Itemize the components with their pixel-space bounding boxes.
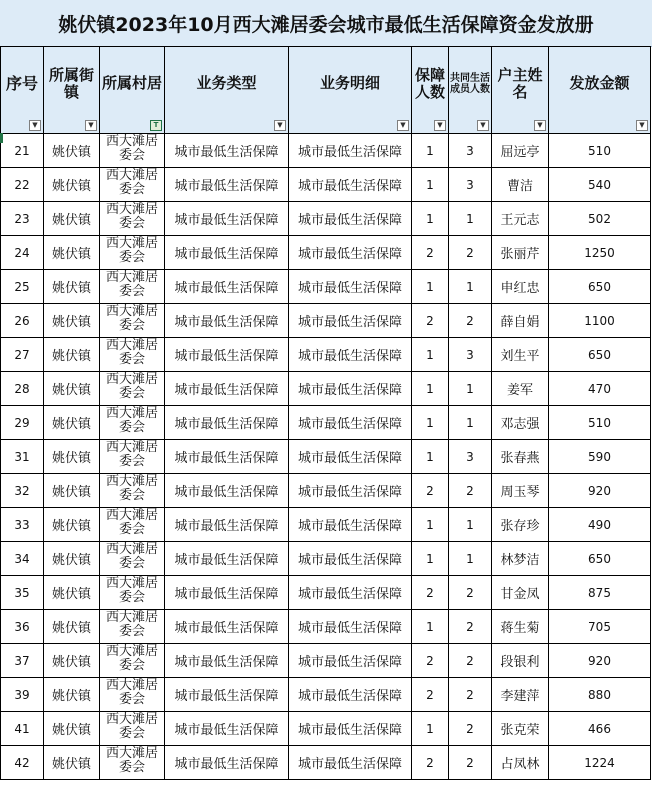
cell-index[interactable]: 31	[1, 440, 44, 474]
table-row	[1, 338, 651, 372]
cell-town[interactable]: 姚伏镇	[44, 134, 100, 168]
cell-village-text: 西大滩居委会	[105, 202, 158, 231]
cell-village[interactable]	[100, 644, 165, 678]
cell-town[interactable]: 姚伏镇	[44, 576, 100, 610]
cell-amount[interactable]: 466	[549, 712, 651, 746]
table-row	[1, 202, 651, 236]
filter-funnel-icon[interactable]: T	[150, 120, 162, 131]
cell-business-type[interactable]: 城市最低生活保障	[165, 644, 289, 678]
cell-household-count[interactable]: 2	[449, 712, 492, 746]
cell-business-detail[interactable]: 城市最低生活保障	[289, 338, 412, 372]
cell-householder-name[interactable]: 曹洁	[492, 168, 549, 202]
cell-index[interactable]: 41	[1, 712, 44, 746]
cell-town[interactable]: 姚伏镇	[44, 712, 100, 746]
dropdown-arrow-icon[interactable]: ▼	[397, 120, 409, 131]
column-header-label: 户主姓名	[497, 65, 543, 101]
cell-town[interactable]: 姚伏镇	[44, 474, 100, 508]
dropdown-arrow-icon[interactable]: ▼	[636, 120, 648, 131]
cell-town[interactable]: 姚伏镇	[44, 610, 100, 644]
table-row	[1, 678, 651, 712]
cell-business-detail[interactable]: 城市最低生活保障	[289, 474, 412, 508]
cell-amount[interactable]: 1250	[549, 236, 651, 270]
cell-business-detail[interactable]: 城市最低生活保障	[289, 576, 412, 610]
col-header-town	[44, 47, 100, 134]
cell-village-text: 西大滩居委会	[105, 542, 158, 571]
column-header-label: 共同生活成员人数	[450, 72, 490, 95]
cell-covered-count[interactable]: 2	[412, 678, 449, 712]
cell-covered-count[interactable]: 1	[412, 610, 449, 644]
cell-town[interactable]: 姚伏镇	[44, 508, 100, 542]
column-header-label: 序号	[5, 73, 38, 93]
cell-household-count[interactable]: 3	[449, 134, 492, 168]
cell-town[interactable]: 姚伏镇	[44, 406, 100, 440]
cell-householder-name[interactable]: 屈远亭	[492, 134, 549, 168]
cell-town[interactable]: 姚伏镇	[44, 338, 100, 372]
col-header-amount	[549, 47, 651, 134]
col-header-business-detail	[289, 47, 412, 134]
cell-village-text: 西大滩居委会	[105, 746, 158, 775]
cell-index[interactable]: 23	[1, 202, 44, 236]
cell-householder-name[interactable]: 段银利	[492, 644, 549, 678]
cell-household-count[interactable]: 2	[449, 746, 492, 780]
cell-village-text: 西大滩居委会	[105, 644, 158, 673]
table-row	[1, 304, 651, 338]
column-header-label: 保障人数	[414, 65, 445, 101]
cell-index[interactable]: 33	[1, 508, 44, 542]
cell-business-detail[interactable]: 城市最低生活保障	[289, 406, 412, 440]
table-body	[1, 134, 651, 780]
cell-covered-count[interactable]: 2	[412, 644, 449, 678]
cell-index[interactable]: 32	[1, 474, 44, 508]
cell-business-detail[interactable]: 城市最低生活保障	[289, 712, 412, 746]
cell-index[interactable]: 29	[1, 406, 44, 440]
cell-village-text: 西大滩居委会	[105, 508, 158, 537]
cell-business-detail[interactable]: 城市最低生活保障	[289, 372, 412, 406]
cell-village-text: 西大滩居委会	[105, 610, 158, 639]
cell-covered-count[interactable]: 2	[412, 576, 449, 610]
cell-town[interactable]: 姚伏镇	[44, 644, 100, 678]
cell-town[interactable]: 姚伏镇	[44, 440, 100, 474]
column-header-label: 所属街镇	[48, 65, 94, 101]
cell-business-type[interactable]: 城市最低生活保障	[165, 134, 289, 168]
cell-town[interactable]: 姚伏镇	[44, 542, 100, 576]
cell-index[interactable]: 42	[1, 746, 44, 780]
cell-amount[interactable]: 650	[549, 270, 651, 304]
cell-business-type[interactable]: 城市最低生活保障	[165, 406, 289, 440]
cell-household-count[interactable]: 2	[449, 236, 492, 270]
dropdown-arrow-icon[interactable]: ▼	[274, 120, 286, 131]
table-row	[1, 372, 651, 406]
cell-covered-count[interactable]: 1	[412, 270, 449, 304]
table-row	[1, 270, 651, 304]
cell-town[interactable]: 姚伏镇	[44, 202, 100, 236]
cell-town[interactable]: 姚伏镇	[44, 168, 100, 202]
cell-business-detail[interactable]: 城市最低生活保障	[289, 508, 412, 542]
cell-covered-count[interactable]: 1	[412, 440, 449, 474]
cell-householder-name[interactable]: 邓志强	[492, 406, 549, 440]
cell-household-count[interactable]: 2	[449, 610, 492, 644]
table-row	[1, 134, 651, 168]
cell-business-detail[interactable]: 城市最低生活保障	[289, 678, 412, 712]
cell-village-text: 西大滩居委会	[105, 270, 158, 299]
cell-covered-count[interactable]: 2	[412, 746, 449, 780]
cell-business-detail[interactable]: 城市最低生活保障	[289, 134, 412, 168]
cell-village-text: 西大滩居委会	[105, 372, 158, 401]
col-header-business-type	[165, 47, 289, 134]
column-header-label: 所属村居	[101, 74, 162, 93]
cell-business-type[interactable]: 城市最低生活保障	[165, 712, 289, 746]
cell-village-text: 西大滩居委会	[105, 134, 158, 163]
cell-village[interactable]	[100, 372, 165, 406]
cell-town[interactable]: 姚伏镇	[44, 270, 100, 304]
table-row	[1, 168, 651, 202]
col-header-householder-name	[492, 47, 549, 134]
cell-village[interactable]	[100, 610, 165, 644]
cell-household-count[interactable]: 1	[449, 270, 492, 304]
cell-household-count[interactable]: 2	[449, 304, 492, 338]
cell-village[interactable]	[100, 746, 165, 780]
cell-covered-count[interactable]: 1	[412, 168, 449, 202]
cell-householder-name[interactable]: 蒋生菊	[492, 610, 549, 644]
cell-household-count[interactable]: 2	[449, 576, 492, 610]
cell-village[interactable]	[100, 338, 165, 372]
cell-index[interactable]: 27	[1, 338, 44, 372]
cell-index[interactable]: 28	[1, 372, 44, 406]
table-row	[1, 236, 651, 270]
cell-amount[interactable]: 705	[549, 610, 651, 644]
cell-index[interactable]: 36	[1, 610, 44, 644]
cell-village[interactable]	[100, 576, 165, 610]
cell-amount[interactable]: 880	[549, 678, 651, 712]
cell-covered-count[interactable]: 2	[412, 474, 449, 508]
cell-amount[interactable]: 875	[549, 576, 651, 610]
cell-village[interactable]	[100, 168, 165, 202]
table-row	[1, 474, 651, 508]
cell-village[interactable]	[100, 678, 165, 712]
cell-amount[interactable]: 490	[549, 508, 651, 542]
cell-index[interactable]: 24	[1, 236, 44, 270]
cell-amount[interactable]: 510	[549, 406, 651, 440]
cell-covered-count[interactable]: 2	[412, 236, 449, 270]
cell-amount[interactable]: 1100	[549, 304, 651, 338]
cell-business-detail[interactable]: 城市最低生活保障	[289, 202, 412, 236]
cell-village[interactable]	[100, 712, 165, 746]
cell-village[interactable]	[100, 508, 165, 542]
cell-village-text: 西大滩居委会	[105, 440, 158, 469]
col-header-village	[100, 47, 165, 134]
cell-householder-name[interactable]: 甘金凤	[492, 576, 549, 610]
cell-householder-name[interactable]: 占凤林	[492, 746, 549, 780]
cell-business-type[interactable]: 城市最低生活保障	[165, 270, 289, 304]
cell-amount[interactable]: 470	[549, 372, 651, 406]
cell-householder-name[interactable]: 申红忠	[492, 270, 549, 304]
cell-index[interactable]: 35	[1, 576, 44, 610]
cell-amount[interactable]: 920	[549, 474, 651, 508]
cell-household-count[interactable]: 1	[449, 508, 492, 542]
table-row	[1, 644, 651, 678]
cell-village-text: 西大滩居委会	[105, 678, 158, 707]
cell-amount[interactable]: 1224	[549, 746, 651, 780]
cell-business-detail[interactable]: 城市最低生活保障	[289, 542, 412, 576]
cell-householder-name[interactable]: 张克荣	[492, 712, 549, 746]
cell-business-detail[interactable]: 城市最低生活保障	[289, 270, 412, 304]
cell-business-type[interactable]: 城市最低生活保障	[165, 508, 289, 542]
table-row	[1, 746, 651, 780]
cell-amount[interactable]: 650	[549, 542, 651, 576]
cell-business-type[interactable]: 城市最低生活保障	[165, 304, 289, 338]
cell-village-text: 西大滩居委会	[105, 406, 158, 435]
cell-business-type[interactable]: 城市最低生活保障	[165, 202, 289, 236]
dropdown-arrow-icon[interactable]: ▼	[477, 120, 489, 131]
cell-town[interactable]: 姚伏镇	[44, 372, 100, 406]
data-table	[0, 46, 651, 780]
cell-index[interactable]: 37	[1, 644, 44, 678]
dropdown-arrow-icon[interactable]: ▼	[434, 120, 446, 131]
cell-index[interactable]: 39	[1, 678, 44, 712]
header-row	[1, 47, 651, 134]
cell-household-count[interactable]: 1	[449, 542, 492, 576]
cell-village-text: 西大滩居委会	[105, 576, 158, 605]
cell-household-count[interactable]: 3	[449, 338, 492, 372]
cell-covered-count[interactable]: 1	[412, 202, 449, 236]
cell-business-type[interactable]: 城市最低生活保障	[165, 236, 289, 270]
cell-business-detail[interactable]: 城市最低生活保障	[289, 236, 412, 270]
dropdown-arrow-icon[interactable]: ▼	[534, 120, 546, 131]
cell-village[interactable]	[100, 304, 165, 338]
table-row	[1, 542, 651, 576]
cell-household-count[interactable]: 1	[449, 406, 492, 440]
cell-householder-name[interactable]: 张存珍	[492, 508, 549, 542]
cell-amount[interactable]: 590	[549, 440, 651, 474]
table-row	[1, 712, 651, 746]
cell-village-text: 西大滩居委会	[105, 304, 158, 333]
cell-village[interactable]	[100, 134, 165, 168]
cell-amount[interactable]: 920	[549, 644, 651, 678]
col-header-index	[1, 47, 44, 134]
cell-amount[interactable]: 510	[549, 134, 651, 168]
cell-amount[interactable]: 650	[549, 338, 651, 372]
cell-covered-count[interactable]: 2	[412, 304, 449, 338]
cell-amount[interactable]: 502	[549, 202, 651, 236]
dropdown-arrow-icon[interactable]: ▼	[29, 120, 41, 131]
column-header-label: 业务明细	[319, 74, 380, 93]
cell-household-count[interactable]: 3	[449, 440, 492, 474]
table-row	[1, 440, 651, 474]
cell-town[interactable]: 姚伏镇	[44, 236, 100, 270]
cell-index[interactable]: 26	[1, 304, 44, 338]
cell-covered-count[interactable]: 1	[412, 338, 449, 372]
cell-householder-name[interactable]: 王元志	[492, 202, 549, 236]
cell-business-type[interactable]: 城市最低生活保障	[165, 610, 289, 644]
cell-village-text: 西大滩居委会	[105, 338, 158, 367]
cell-village-text: 西大滩居委会	[105, 474, 158, 503]
col-header-household-count	[449, 47, 492, 134]
cell-town[interactable]: 姚伏镇	[44, 678, 100, 712]
table-row	[1, 576, 651, 610]
column-header-label: 发放金额	[569, 74, 630, 93]
cell-business-detail[interactable]: 城市最低生活保障	[289, 168, 412, 202]
cell-village[interactable]	[100, 236, 165, 270]
cell-village-text: 西大滩居委会	[105, 236, 158, 265]
cell-business-detail[interactable]: 城市最低生活保障	[289, 746, 412, 780]
cell-business-detail[interactable]: 城市最低生活保障	[289, 304, 412, 338]
sheet-title: 姚伏镇2023年10月西大滩居委会城市最低生活保障资金发放册	[0, 0, 652, 47]
cell-householder-name[interactable]: 张春燕	[492, 440, 549, 474]
cell-householder-name[interactable]: 周玉琴	[492, 474, 549, 508]
cell-householder-name[interactable]: 姜军	[492, 372, 549, 406]
cell-index[interactable]: 21	[1, 134, 44, 168]
cell-covered-count[interactable]: 1	[412, 134, 449, 168]
cell-household-count[interactable]: 1	[449, 372, 492, 406]
table-row	[1, 610, 651, 644]
cell-business-type[interactable]: 城市最低生活保障	[165, 372, 289, 406]
cell-covered-count[interactable]: 1	[412, 542, 449, 576]
cell-index[interactable]: 34	[1, 542, 44, 576]
cell-amount[interactable]: 540	[549, 168, 651, 202]
cell-covered-count[interactable]: 1	[412, 508, 449, 542]
cell-town[interactable]: 姚伏镇	[44, 304, 100, 338]
column-header-label: 业务类型	[196, 74, 257, 93]
cell-business-type[interactable]: 城市最低生活保障	[165, 746, 289, 780]
cell-household-count[interactable]: 2	[449, 678, 492, 712]
col-header-covered-count	[412, 47, 449, 134]
cell-household-count[interactable]: 1	[449, 202, 492, 236]
cell-village[interactable]	[100, 406, 165, 440]
cell-business-type[interactable]: 城市最低生活保障	[165, 474, 289, 508]
cell-village[interactable]	[100, 270, 165, 304]
cell-index[interactable]: 25	[1, 270, 44, 304]
cell-household-count[interactable]: 2	[449, 474, 492, 508]
cell-householder-name[interactable]: 李建萍	[492, 678, 549, 712]
cell-village[interactable]	[100, 440, 165, 474]
cell-business-type[interactable]: 城市最低生活保障	[165, 338, 289, 372]
cell-village-text: 西大滩居委会	[105, 712, 158, 741]
cell-household-count[interactable]: 3	[449, 168, 492, 202]
cell-village[interactable]	[100, 202, 165, 236]
row-selection-indicator	[0, 133, 3, 143]
cell-householder-name[interactable]: 张丽芹	[492, 236, 549, 270]
cell-business-type[interactable]: 城市最低生活保障	[165, 576, 289, 610]
cell-business-type[interactable]: 城市最低生活保障	[165, 168, 289, 202]
cell-covered-count[interactable]: 1	[412, 372, 449, 406]
cell-business-detail[interactable]: 城市最低生活保障	[289, 440, 412, 474]
cell-householder-name[interactable]: 林梦洁	[492, 542, 549, 576]
cell-business-detail[interactable]: 城市最低生活保障	[289, 610, 412, 644]
table-row	[1, 508, 651, 542]
cell-village[interactable]	[100, 474, 165, 508]
cell-covered-count[interactable]: 1	[412, 406, 449, 440]
dropdown-arrow-icon[interactable]: ▼	[85, 120, 97, 131]
cell-village[interactable]	[100, 542, 165, 576]
cell-covered-count[interactable]: 1	[412, 712, 449, 746]
table-row	[1, 406, 651, 440]
cell-town[interactable]: 姚伏镇	[44, 746, 100, 780]
cell-householder-name[interactable]: 薛自娟	[492, 304, 549, 338]
cell-business-type[interactable]: 城市最低生活保障	[165, 440, 289, 474]
cell-business-detail[interactable]: 城市最低生活保障	[289, 644, 412, 678]
cell-householder-name[interactable]: 刘生平	[492, 338, 549, 372]
cell-village-text: 西大滩居委会	[105, 168, 158, 197]
cell-business-type[interactable]: 城市最低生活保障	[165, 542, 289, 576]
cell-household-count[interactable]: 2	[449, 644, 492, 678]
cell-business-type[interactable]: 城市最低生活保障	[165, 678, 289, 712]
cell-index[interactable]: 22	[1, 168, 44, 202]
